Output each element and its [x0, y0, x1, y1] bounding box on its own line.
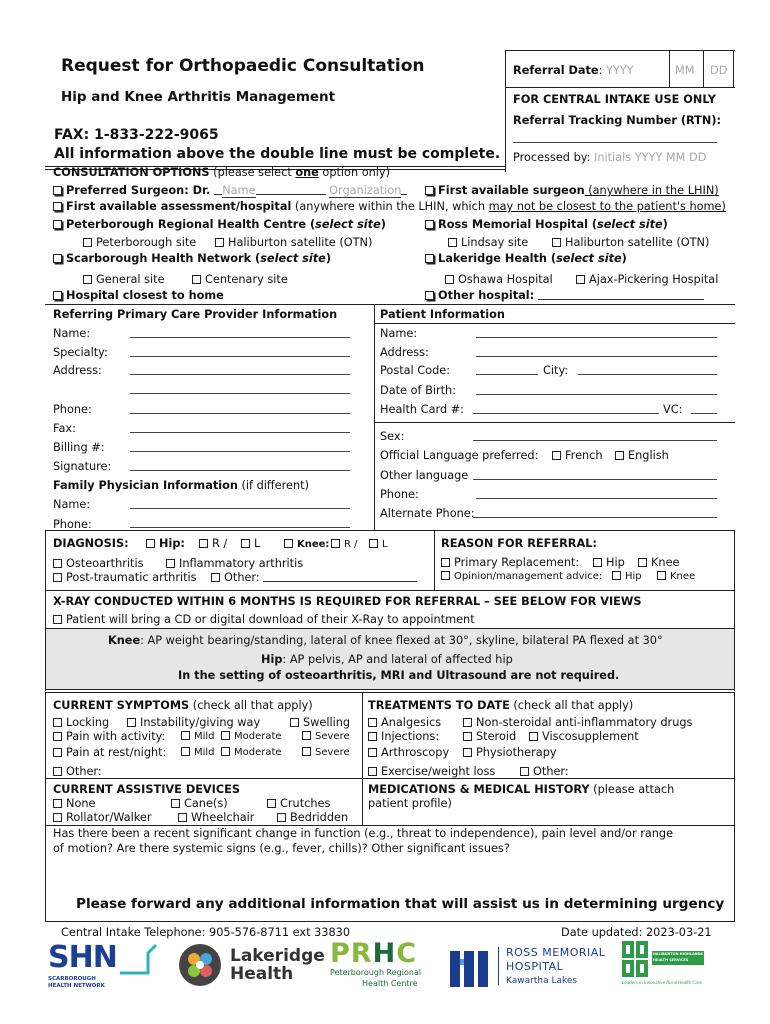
- patient-name-field[interactable]: [476, 327, 717, 338]
- other-hospital-option[interactable]: Other hospital:: [425, 289, 704, 302]
- checkbox-icon[interactable]: [425, 220, 434, 229]
- patient-healthcard-field[interactable]: [473, 403, 659, 414]
- patient-altphone-field[interactable]: [473, 507, 717, 518]
- patient-city-field[interactable]: [578, 364, 717, 375]
- preferred-surgeon-option[interactable]: Preferred Surgeon: Dr. Name Organization: [53, 184, 407, 197]
- checkbox-icon[interactable]: [53, 291, 62, 300]
- rtn-field[interactable]: [513, 131, 717, 143]
- ross-logo: ROSS MEMORIAL HOSPITAL Kawartha Lakes: [448, 941, 608, 991]
- xray-cd-option[interactable]: Patient will bring a CD or digital download of their X-Ray to appointment: [53, 613, 475, 626]
- xray-osteo-note: In the setting of osteoarthritis, MRI and Ultrasound are not required.: [178, 669, 620, 682]
- xray-hip-views: Hip: AP pelvis, AP and lateral of affected hip: [261, 653, 513, 666]
- treatment-analgesics[interactable]: Analgesics: [368, 716, 441, 729]
- diagnosis-hip-r[interactable]: R /: [199, 537, 227, 550]
- ross-option[interactable]: Ross Memorial Hospital (select site): [425, 218, 668, 231]
- treatment-exercise[interactable]: Exercise/weight loss: [368, 765, 495, 778]
- patient-phone-label: Phone:: [380, 488, 419, 501]
- date-updated: Date updated: 2023-03-21: [561, 926, 712, 939]
- patient-city-label: City:: [543, 364, 569, 377]
- shn-site-general[interactable]: General site: [83, 273, 165, 286]
- treatment-steroid[interactable]: Steroid: [463, 730, 516, 743]
- provider-specialty-field[interactable]: [130, 346, 350, 357]
- patient-otherlang-label: Other language: [380, 469, 469, 482]
- device-rollator[interactable]: Rollator/Walker: [53, 811, 152, 824]
- central-intake-label: FOR CENTRAL INTAKE USE ONLY: [513, 93, 716, 106]
- provider-address-field-2[interactable]: [130, 383, 350, 394]
- referral-dd[interactable]: DD: [710, 64, 728, 77]
- family-name-field[interactable]: [130, 498, 350, 509]
- checkbox-icon[interactable]: [53, 254, 62, 263]
- diagnosis-posttraumatic[interactable]: Post-traumatic arthritis: [53, 571, 197, 584]
- page-subtitle: Hip and Knee Arthritis Management: [61, 89, 336, 105]
- lakeridge-logo: Lakeridge Health: [178, 941, 318, 989]
- first-surgeon-option[interactable]: First available surgeon (anywhere in the LHIN): [425, 184, 719, 197]
- reason-heading: REASON FOR REFERRAL:: [441, 537, 597, 550]
- lake-site-ajax[interactable]: Ajax-Pickering Hospital: [576, 273, 718, 286]
- patient-dob-field[interactable]: [476, 384, 717, 395]
- consultation-heading: CONSULTATION OPTIONS (please select one option only): [53, 166, 391, 179]
- family-physician-heading: Family Physician Information (if different): [53, 479, 309, 492]
- ross-mark-icon: [448, 945, 492, 989]
- diagnosis-knee-option[interactable]: Knee:: [284, 539, 329, 551]
- pain-rest-moderate[interactable]: Moderate: [221, 747, 282, 759]
- change-question-1: Has there been a recent significant change in function (e.g., threat to independence), pain level and/or range: [53, 827, 674, 840]
- prhc-option[interactable]: Peterborough Regional Health Centre (select site): [53, 218, 386, 231]
- reason-primary-hip[interactable]: Hip: [593, 556, 625, 569]
- provider-specialty-label: Specialty:: [53, 346, 108, 359]
- hhhs-mark-icon: [622, 941, 650, 977]
- provider-phone-label: Phone:: [53, 403, 92, 416]
- device-none[interactable]: None: [53, 797, 95, 810]
- language-english-option[interactable]: English: [615, 449, 669, 462]
- lake-site-oshawa[interactable]: Oshawa Hospital: [445, 273, 553, 286]
- family-phone-label: Phone:: [53, 518, 92, 531]
- diagnosis-heading: DIAGNOSIS:: [53, 537, 129, 550]
- rtn-label: Referral Tracking Number (RTN):: [513, 114, 722, 127]
- symptom-pain-activity[interactable]: Pain with activity:: [53, 730, 165, 743]
- checkbox-icon[interactable]: [53, 202, 62, 211]
- provider-address-label: Address:: [53, 364, 102, 377]
- treatments-heading: TREATMENTS TO DATE (check all that apply): [368, 699, 634, 712]
- pain-rest-mild[interactable]: Mild: [181, 747, 215, 759]
- forward-notice: Please forward any additional information that will assist us in determining urgency: [76, 896, 725, 912]
- ross-site-lindsay[interactable]: Lindsay site: [448, 236, 528, 249]
- xray-knee-views: Knee: AP weight bearing/standing, lateral of knee flexed at 30°, skyline, bilateral PA flexed at 30°: [108, 634, 663, 647]
- provider-fax-label: Fax:: [53, 422, 76, 435]
- closest-hospital-option[interactable]: Hospital closest to home: [53, 289, 224, 302]
- patient-address-field[interactable]: [476, 346, 717, 357]
- family-phone-field[interactable]: [130, 517, 350, 528]
- patient-name-label: Name:: [380, 327, 418, 340]
- patient-heading: Patient Information: [380, 308, 505, 321]
- prhc-site-haliburton[interactable]: Haliburton satellite (OTN): [215, 236, 372, 249]
- treatment-physio[interactable]: Physiotherapy: [463, 746, 557, 759]
- reason-primary-knee[interactable]: Knee: [638, 556, 679, 569]
- device-bedridden[interactable]: Bedridden: [277, 811, 348, 824]
- provider-address-field[interactable]: [130, 364, 350, 375]
- diagnosis-knee-l[interactable]: L: [369, 539, 388, 551]
- symptom-pain-rest[interactable]: Pain at rest/night:: [53, 746, 166, 759]
- processed-by[interactable]: Processed by: Initials YYYY MM DD: [513, 151, 707, 164]
- family-name-label: Name:: [53, 498, 91, 511]
- referral-mm[interactable]: MM: [675, 64, 695, 77]
- provider-signature-label: Signature:: [53, 460, 112, 473]
- diagnosis-knee-r[interactable]: R /: [331, 539, 358, 551]
- reason-primary: Primary Replacement:: [441, 556, 579, 569]
- treatment-other[interactable]: Other:: [520, 765, 569, 778]
- checkbox-icon[interactable]: [425, 291, 434, 300]
- shn-logo: SHN SCARBOROUGH HEALTH NETWORK: [48, 941, 160, 991]
- provider-billing-label: Billing #:: [53, 441, 105, 454]
- provider-signature-field[interactable]: [130, 460, 350, 471]
- shn-site-centenary[interactable]: Centenary site: [192, 273, 288, 286]
- patient-altphone-label: Alternate Phone:: [380, 507, 475, 520]
- first-hospital-option[interactable]: First available assessment/hospital (anywhere within the LHIN, which may not be closest to the patient's home): [53, 200, 726, 213]
- shn-option[interactable]: Scarborough Health Network (select site): [53, 252, 331, 265]
- hhhs-logo: HALIBURTON HIGHLANDS HEALTH SERVICES Leaders in Innovative Rural Health Care: [622, 941, 712, 989]
- diagnosis-hip-l[interactable]: L: [241, 537, 260, 550]
- patient-language-label: Official Language preferred:: [380, 449, 539, 462]
- change-question-2: of motion? Are there systemic signs (e.g., fever, chills)? Other significant issues?: [53, 842, 510, 855]
- checkbox-icon[interactable]: [53, 220, 62, 229]
- patient-sex-field[interactable]: [473, 430, 717, 441]
- checkbox-icon[interactable]: [425, 254, 434, 263]
- referral-date[interactable]: Referral Date: YYYY: [513, 64, 634, 77]
- diagnosis-inflammatory[interactable]: Inflammatory arthritis: [166, 557, 303, 570]
- patient-address-label: Address:: [380, 346, 429, 359]
- pain-activity-moderate[interactable]: Moderate: [221, 731, 282, 743]
- reason-opinion: Opinion/management advice:: [441, 571, 602, 583]
- patient-dob-label: Date of Birth:: [380, 384, 457, 397]
- xray-heading: X-RAY CONDUCTED WITHIN 6 MONTHS IS REQUIRED FOR REFERRAL – SEE BELOW FOR VIEWS: [53, 595, 642, 608]
- device-canes[interactable]: Cane(s): [171, 797, 228, 810]
- diagnosis-other[interactable]: Other:: [211, 571, 417, 584]
- symptom-instability[interactable]: Instability/giving way: [127, 716, 260, 729]
- medications-heading: MEDICATIONS & MEDICAL HISTORY (please attach: [368, 783, 675, 796]
- symptom-other[interactable]: Other:: [53, 765, 102, 778]
- provider-heading: Referring Primary Care Provider Information: [53, 308, 338, 321]
- pain-activity-mild[interactable]: Mild: [181, 731, 215, 743]
- patient-healthcard-label: Health Card #:: [380, 403, 464, 416]
- reason-opinion-hip[interactable]: Hip: [612, 571, 642, 583]
- fax-number: FAX: 1-833-222-9065: [54, 127, 219, 143]
- patient-postal-label: Postal Code:: [380, 364, 451, 377]
- patient-vc-field[interactable]: [691, 403, 717, 414]
- completion-notice: All information above the double line must be complete.: [54, 146, 501, 162]
- pain-rest-severe[interactable]: Severe: [302, 747, 350, 759]
- patient-phone-field[interactable]: [476, 488, 717, 499]
- devices-heading: CURRENT ASSISTIVE DEVICES: [53, 783, 241, 796]
- treatment-arthroscopy[interactable]: Arthroscopy: [368, 746, 449, 759]
- prhc-logo: PRHC Peterborough Regional Health Centre: [330, 938, 422, 988]
- symptom-locking[interactable]: Locking: [53, 716, 109, 729]
- provider-fax-field[interactable]: [130, 422, 350, 433]
- lakeridge-option[interactable]: Lakeridge Health (select site): [425, 252, 627, 265]
- device-wheelchair[interactable]: Wheelchair: [178, 811, 254, 824]
- symptoms-heading: CURRENT SYMPTOMS (check all that apply): [53, 699, 313, 712]
- treatment-injections[interactable]: Injections:: [368, 730, 439, 743]
- medications-hint: patient profile): [368, 797, 452, 810]
- provider-name-label: Name:: [53, 327, 91, 340]
- patient-postal-field[interactable]: [476, 364, 538, 375]
- checkbox-icon[interactable]: [425, 186, 434, 195]
- diagnosis-osteo[interactable]: Osteoarthritis: [53, 557, 143, 570]
- diagnosis-hip-option[interactable]: Hip:: [146, 537, 185, 550]
- device-crutches[interactable]: Crutches: [267, 797, 330, 810]
- intake-telephone: Central Intake Telephone: 905-576-8711 ext 33830: [61, 926, 351, 939]
- provider-phone-field[interactable]: [130, 403, 350, 414]
- treatment-nsaids[interactable]: Non-steroidal anti-inflammatory drugs: [463, 716, 692, 729]
- patient-otherlang-field[interactable]: [473, 469, 717, 480]
- language-french-option[interactable]: French: [552, 449, 603, 462]
- provider-name-field[interactable]: [130, 327, 350, 338]
- page-title: Request for Orthopaedic Consultation: [61, 56, 425, 76]
- reason-opinion-knee[interactable]: Knee: [657, 571, 695, 583]
- prhc-site-peterborough[interactable]: Peterborough site: [83, 236, 196, 249]
- symptom-swelling[interactable]: Swelling: [290, 716, 350, 729]
- checkbox-icon[interactable]: [53, 186, 62, 195]
- pain-activity-severe[interactable]: Severe: [302, 731, 350, 743]
- ross-site-haliburton[interactable]: Haliburton satellite (OTN): [552, 236, 709, 249]
- patient-vc-label: VC:: [663, 403, 683, 416]
- lakeridge-mark-icon: [178, 943, 222, 987]
- patient-sex-label: Sex:: [380, 430, 405, 443]
- provider-billing-field[interactable]: [130, 441, 350, 452]
- treatment-visco[interactable]: Viscosupplement: [529, 730, 639, 743]
